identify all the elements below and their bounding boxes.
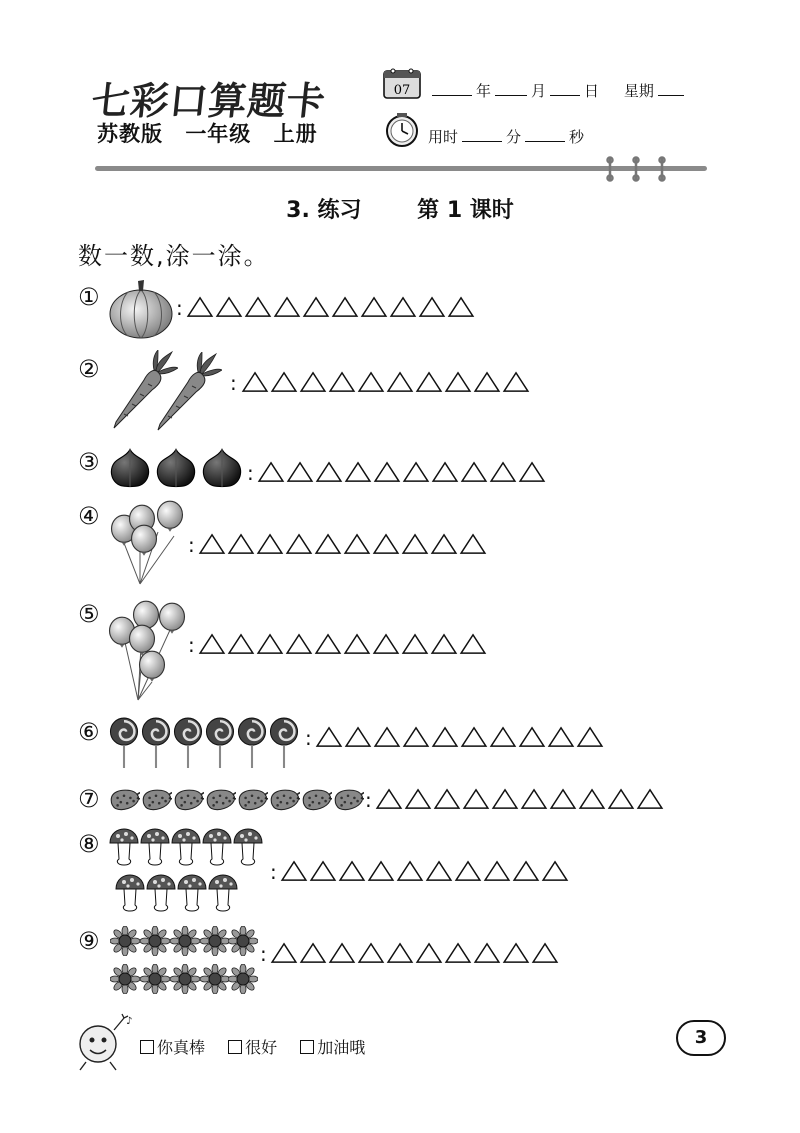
lesson-title-part2: 第 1 课时 (417, 198, 514, 223)
answer-triangle[interactable] (227, 533, 255, 555)
answer-triangle[interactable] (314, 533, 342, 555)
rating-option-great[interactable] (140, 1038, 205, 1057)
checkbox-keep-going[interactable] (300, 1040, 314, 1054)
lesson-title (0, 193, 800, 224)
answer-triangle[interactable] (357, 371, 385, 393)
answer-triangle[interactable] (373, 461, 401, 483)
answer-triangle[interactable] (460, 726, 488, 748)
answer-triangle[interactable] (360, 296, 388, 318)
answer-triangle[interactable] (531, 942, 559, 964)
checkbox-good[interactable] (228, 1040, 242, 1054)
answer-triangle[interactable] (459, 633, 487, 655)
answer-triangle[interactable] (402, 461, 430, 483)
answer-triangle[interactable] (460, 461, 488, 483)
answer-triangle[interactable] (547, 726, 575, 748)
answer-triangle[interactable] (299, 942, 327, 964)
svg-text:♪: ♪ (126, 1016, 133, 1027)
answer-triangle[interactable] (386, 371, 414, 393)
answer-triangle[interactable] (270, 371, 298, 393)
answer-triangle[interactable] (244, 296, 272, 318)
checkbox-great[interactable] (140, 1040, 154, 1054)
onions-image (108, 443, 248, 489)
answer-triangle[interactable] (386, 942, 414, 964)
seconds-blank[interactable] (525, 127, 565, 142)
item-2-colon: : (230, 371, 237, 395)
answer-triangle[interactable] (344, 461, 372, 483)
answer-triangle[interactable] (520, 788, 548, 810)
item-5-colon: : (188, 633, 195, 657)
item-3-triangles (257, 461, 546, 483)
answer-triangle[interactable] (454, 860, 482, 882)
answer-triangle[interactable] (502, 371, 530, 393)
answer-triangle[interactable] (401, 633, 429, 655)
time-field (428, 126, 584, 147)
item-6-number: ⑥ (78, 718, 100, 746)
answer-triangle[interactable] (430, 533, 458, 555)
instruction-text: 数一数,涂一涂。 (78, 242, 270, 270)
answer-triangle[interactable] (418, 296, 446, 318)
item-1-triangles (186, 296, 475, 318)
balloons-5-image (106, 598, 188, 704)
answer-triangle[interactable] (483, 860, 511, 882)
answer-triangle[interactable] (343, 633, 371, 655)
edition-label: 苏教版 (97, 122, 163, 146)
answer-triangle[interactable] (314, 633, 342, 655)
balloons-4-image (106, 498, 188, 588)
answer-triangle[interactable] (430, 633, 458, 655)
answer-triangle[interactable] (186, 296, 214, 318)
answer-triangle[interactable] (447, 296, 475, 318)
item-7-triangles (375, 788, 664, 810)
answer-triangle[interactable] (357, 942, 385, 964)
item-2-triangles (241, 371, 530, 393)
answer-triangle[interactable] (198, 633, 226, 655)
year-label: 年 (476, 82, 492, 100)
answer-triangle[interactable] (198, 533, 226, 555)
answer-triangle[interactable] (285, 533, 313, 555)
day-label: 日 (584, 82, 600, 100)
answer-triangle[interactable] (491, 788, 519, 810)
item-3-number: ③ (78, 448, 100, 476)
item-6-triangles (315, 726, 604, 748)
answer-triangle[interactable] (256, 533, 284, 555)
item-5-number: ⑤ (78, 600, 100, 628)
item-5-triangles (198, 633, 487, 655)
rating-option-good[interactable] (228, 1038, 277, 1057)
month-blank[interactable] (495, 81, 527, 96)
answer-triangle[interactable] (473, 371, 501, 393)
item-8-number: ⑧ (78, 830, 100, 858)
strawberries-image (108, 786, 366, 814)
answer-triangle[interactable] (502, 942, 530, 964)
answer-triangle[interactable] (285, 633, 313, 655)
rating-label-keep-going: 加油哦 (317, 1038, 366, 1057)
carrots-image (108, 350, 228, 432)
item-9-triangles (270, 942, 559, 964)
item-9-colon: : (260, 942, 267, 966)
minutes-blank[interactable] (462, 127, 502, 142)
answer-triangle[interactable] (302, 296, 330, 318)
answer-triangle[interactable] (512, 860, 540, 882)
answer-triangle[interactable] (280, 860, 308, 882)
answer-triangle[interactable] (444, 942, 472, 964)
answer-triangle[interactable] (431, 726, 459, 748)
item-7-colon: : (365, 788, 372, 812)
weekday-blank[interactable] (658, 81, 684, 96)
answer-triangle[interactable] (309, 860, 337, 882)
answer-triangle[interactable] (576, 726, 604, 748)
answer-triangle[interactable] (343, 533, 371, 555)
answer-triangle[interactable] (415, 371, 443, 393)
lesson-title-part1: 3. 练习 (286, 198, 362, 223)
answer-triangle[interactable] (402, 726, 430, 748)
time-used-label: 用时 (428, 128, 459, 146)
answer-triangle[interactable] (315, 461, 343, 483)
answer-triangle[interactable] (375, 788, 403, 810)
answer-triangle[interactable] (607, 788, 635, 810)
answer-triangle[interactable] (518, 461, 546, 483)
rating-option-keep-going[interactable] (300, 1038, 365, 1057)
answer-triangle[interactable] (541, 860, 569, 882)
answer-triangle[interactable] (404, 788, 432, 810)
answer-triangle[interactable] (373, 726, 401, 748)
answer-triangle[interactable] (273, 296, 301, 318)
answer-triangle[interactable] (270, 942, 298, 964)
answer-triangle[interactable] (396, 860, 424, 882)
minutes-label: 分 (506, 128, 522, 146)
month-label: 月 (531, 82, 547, 100)
grade-label: 一年级 (185, 122, 252, 146)
answer-triangle[interactable] (227, 633, 255, 655)
brand-title: 七彩口算题卡 (89, 78, 329, 123)
answer-triangle[interactable] (372, 533, 400, 555)
answer-triangle[interactable] (328, 942, 356, 964)
rating-options (140, 1035, 383, 1058)
answer-triangle[interactable] (578, 788, 606, 810)
answer-triangle[interactable] (389, 296, 417, 318)
answer-triangle[interactable] (489, 461, 517, 483)
answer-triangle[interactable] (636, 788, 664, 810)
item-4-triangles (198, 533, 487, 555)
answer-triangle[interactable] (549, 788, 577, 810)
seconds-label: 秒 (569, 128, 585, 146)
answer-triangle[interactable] (299, 371, 327, 393)
item-3-colon: : (247, 461, 254, 485)
day-blank[interactable] (550, 81, 580, 96)
answer-triangle[interactable] (331, 296, 359, 318)
answer-triangle[interactable] (215, 296, 243, 318)
calendar-day-text: 07 (393, 83, 411, 98)
item-8-colon: : (270, 860, 277, 884)
year-blank[interactable] (432, 81, 472, 96)
answer-triangle[interactable] (518, 726, 546, 748)
volume-label: 上册 (273, 122, 318, 146)
item-4-number: ④ (78, 502, 100, 530)
answer-triangle[interactable] (401, 533, 429, 555)
binder-rings-icon (600, 154, 680, 184)
mushrooms-image (108, 826, 270, 918)
page-number: 3 (676, 1020, 726, 1056)
item-9-number: ⑨ (78, 927, 100, 955)
answer-triangle[interactable] (328, 371, 356, 393)
answer-triangle[interactable] (459, 533, 487, 555)
answer-triangle[interactable] (431, 461, 459, 483)
pumpkin-image (108, 278, 174, 340)
answer-triangle[interactable] (462, 788, 490, 810)
answer-triangle[interactable] (241, 371, 269, 393)
answer-triangle[interactable] (315, 726, 343, 748)
item-2-number: ② (78, 355, 100, 383)
rating-label-good: 很好 (245, 1038, 278, 1057)
answer-triangle[interactable] (256, 633, 284, 655)
item-6-colon: : (305, 726, 312, 750)
weekday-label: 星期 (623, 82, 654, 100)
item-8-triangles (280, 860, 569, 882)
cartoon-mascot-icon (70, 1010, 136, 1072)
answer-triangle[interactable] (367, 860, 395, 882)
answer-triangle[interactable] (415, 942, 443, 964)
item-1-number: ① (78, 283, 100, 311)
answer-triangle[interactable] (425, 860, 453, 882)
item-4-colon: : (188, 533, 195, 557)
rating-label-great: 你真棒 (157, 1038, 206, 1057)
answer-triangle[interactable] (286, 461, 314, 483)
sunflowers-image (108, 924, 260, 1000)
date-field (428, 80, 688, 101)
answer-triangle[interactable] (372, 633, 400, 655)
item-1-colon: : (176, 296, 183, 320)
calendar-icon (383, 66, 421, 100)
clock-icon (384, 112, 420, 148)
item-7-number: ⑦ (78, 785, 100, 813)
answer-triangle[interactable] (433, 788, 461, 810)
answer-triangle[interactable] (473, 942, 501, 964)
answer-triangle[interactable] (338, 860, 366, 882)
lollipops-image (108, 714, 304, 770)
answer-triangle[interactable] (444, 371, 472, 393)
answer-triangle[interactable] (489, 726, 517, 748)
answer-triangle[interactable] (344, 726, 372, 748)
answer-triangle[interactable] (257, 461, 285, 483)
edition-line (97, 118, 332, 148)
